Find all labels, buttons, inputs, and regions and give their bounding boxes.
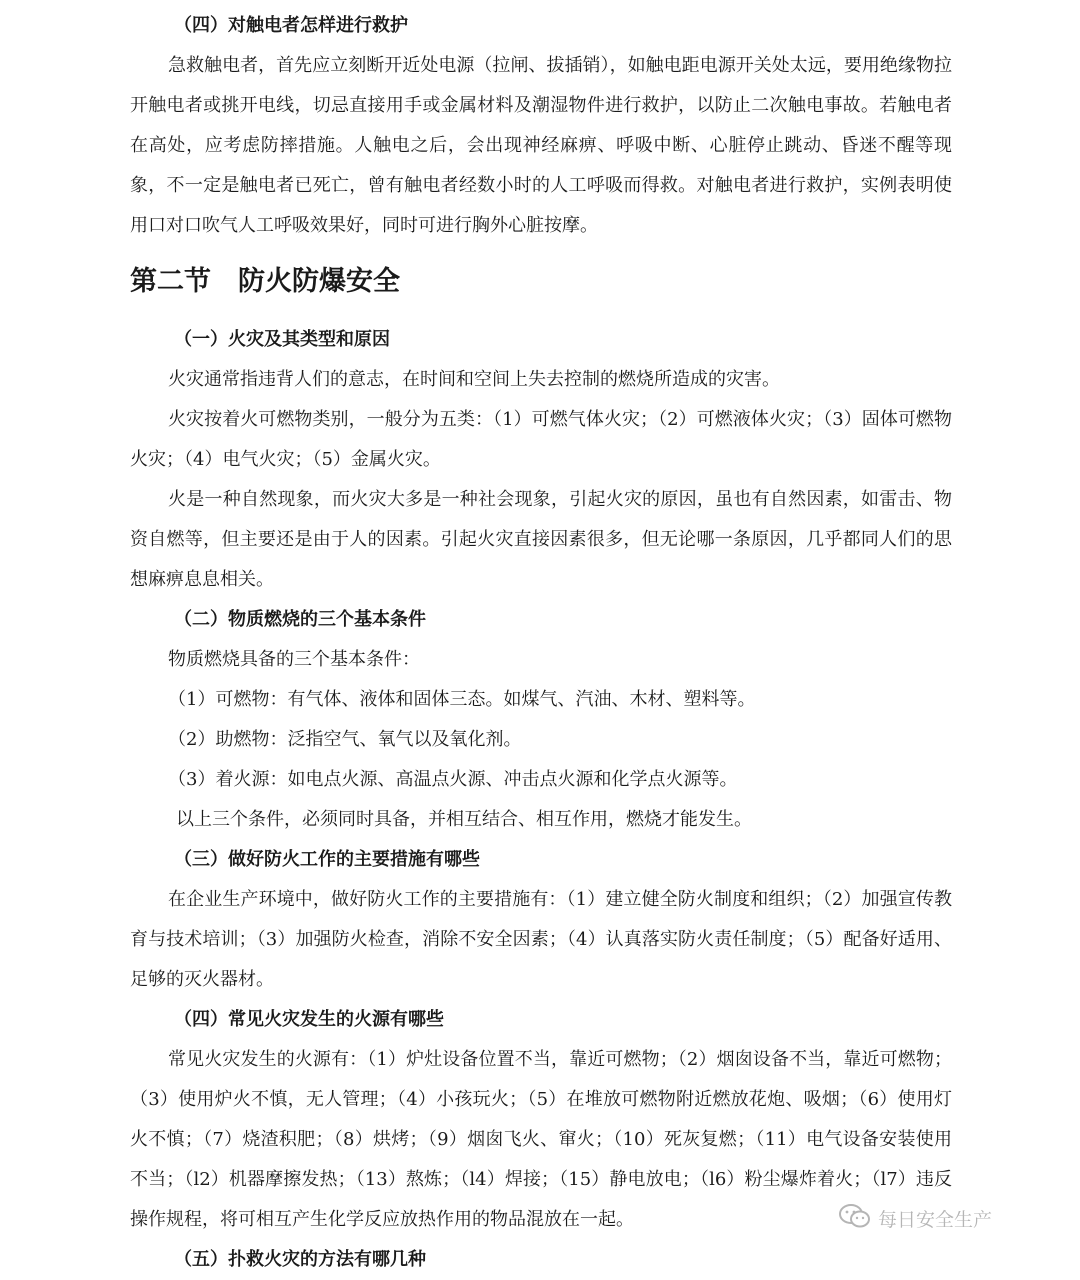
- wechat-icon: [838, 1202, 872, 1235]
- heading-fire-types: （一）火灾及其类型和原因: [174, 329, 390, 350]
- heading-sources: （四）常见火灾发生的火源有哪些: [174, 1009, 444, 1030]
- document-page: [130, 0, 952, 1280]
- conditions-intro: 物质燃烧具备的三个基本条件：: [168, 649, 420, 670]
- heading-conditions: （二）物质燃烧的三个基本条件: [174, 609, 426, 630]
- paragraph-fire-classes: 火灾按着火可燃物类别，一般分为五类：（1）可燃气体火灾；（2）可燃液体火灾；（3）固体可燃物火灾；（4）电气火灾；（5）金属火灾。: [130, 409, 952, 470]
- watermark: [838, 1198, 1058, 1238]
- paragraph-fire-cause: 火是一种自然现象，而火灾大多是一种社会现象，引起火灾的原因，虽也有自然因素，如雷击、物资自燃等，但主要还是由于人的因素。引起火灾直接因素很多，但无论哪一条原因，几乎都同人们的思想麻痹息息相关。: [130, 489, 952, 590]
- paragraph-sources: 常见火灾发生的火源有：（1）炉灶设备位置不当，靠近可燃物；（2）烟囱设备不当，靠近可燃物；（3）使用炉火不慎，无人管理；（4）小孩玩火；（5）在堆放可燃物附近燃放花炮、吸烟；（6）使用灯火不慎；（7）烧渣积肥；（8）烘烤；（9）烟囱飞火、窜火；（10）死灰复燃；（11）电气设备安装使用不当；（l2）机器摩擦发热；（13）熬炼；（l4）焊接；（15）静电放电；（l6）粉尘爆炸着火；（l7）违反操作规程，将可相互产生化学反应放热作用的物品混放在一起。: [130, 1049, 952, 1230]
- paragraph-measures: 在企业生产环境中，做好防火工作的主要措施有：（1）建立健全防火制度和组织；（2）加强宣传教育与技术培训；（3）加强防火检查，消除不安全因素；（4）认真落实防火责任制度；（5）配备好适用、足够的灭火器材。: [130, 889, 952, 990]
- watermark-text: 每日安全生产: [878, 1208, 993, 1231]
- conditions-summary: 以上三个条件，必须同时具备，并相互结合、相互作用，燃烧才能发生。: [176, 809, 752, 830]
- condition-item-1: （1）可燃物：有气体、液体和固体三态。如煤气、汽油、木材、塑料等。: [168, 689, 756, 710]
- section-title: 第二节 防火防爆安全: [130, 266, 400, 297]
- condition-item-3: （3）着火源：如电点火源、高温点火源、冲击点火源和化学点火源等。: [168, 769, 738, 790]
- heading-measures: （三）做好防火工作的主要措施有哪些: [174, 849, 480, 870]
- paragraph-fire-definition: 火灾通常指违背人们的意志，在时间和空间上失去控制的燃烧所造成的灾害。: [168, 369, 780, 390]
- heading-rescue: （四）对触电者怎样进行救护: [174, 15, 408, 36]
- heading-methods: （五）扑救火灾的方法有哪几种: [174, 1249, 426, 1270]
- paragraph-rescue: 急救触电者，首先应立刻断开近处电源（拉闸、拔插销），如触电距电源开关处太远，要用绝缘物拉开触电者或挑开电线，切忌直接用手或金属材料及潮湿物件进行救护，以防止二次触电事故。若触电者在高处，应考虑防摔措施。人触电之后，会出现神经麻痹、呼吸中断、心脏停止跳动、昏迷不醒等现象，不一定是触电者已死亡，曾有触电者经数小时的人工呼吸而得救。对触电者进行救护，实例表明使用口对口吹气人工呼吸效果好，同时可进行胸外心脏按摩。: [130, 55, 952, 236]
- condition-item-2: （2）助燃物：泛指空气、氧气以及氧化剂。: [168, 729, 522, 750]
